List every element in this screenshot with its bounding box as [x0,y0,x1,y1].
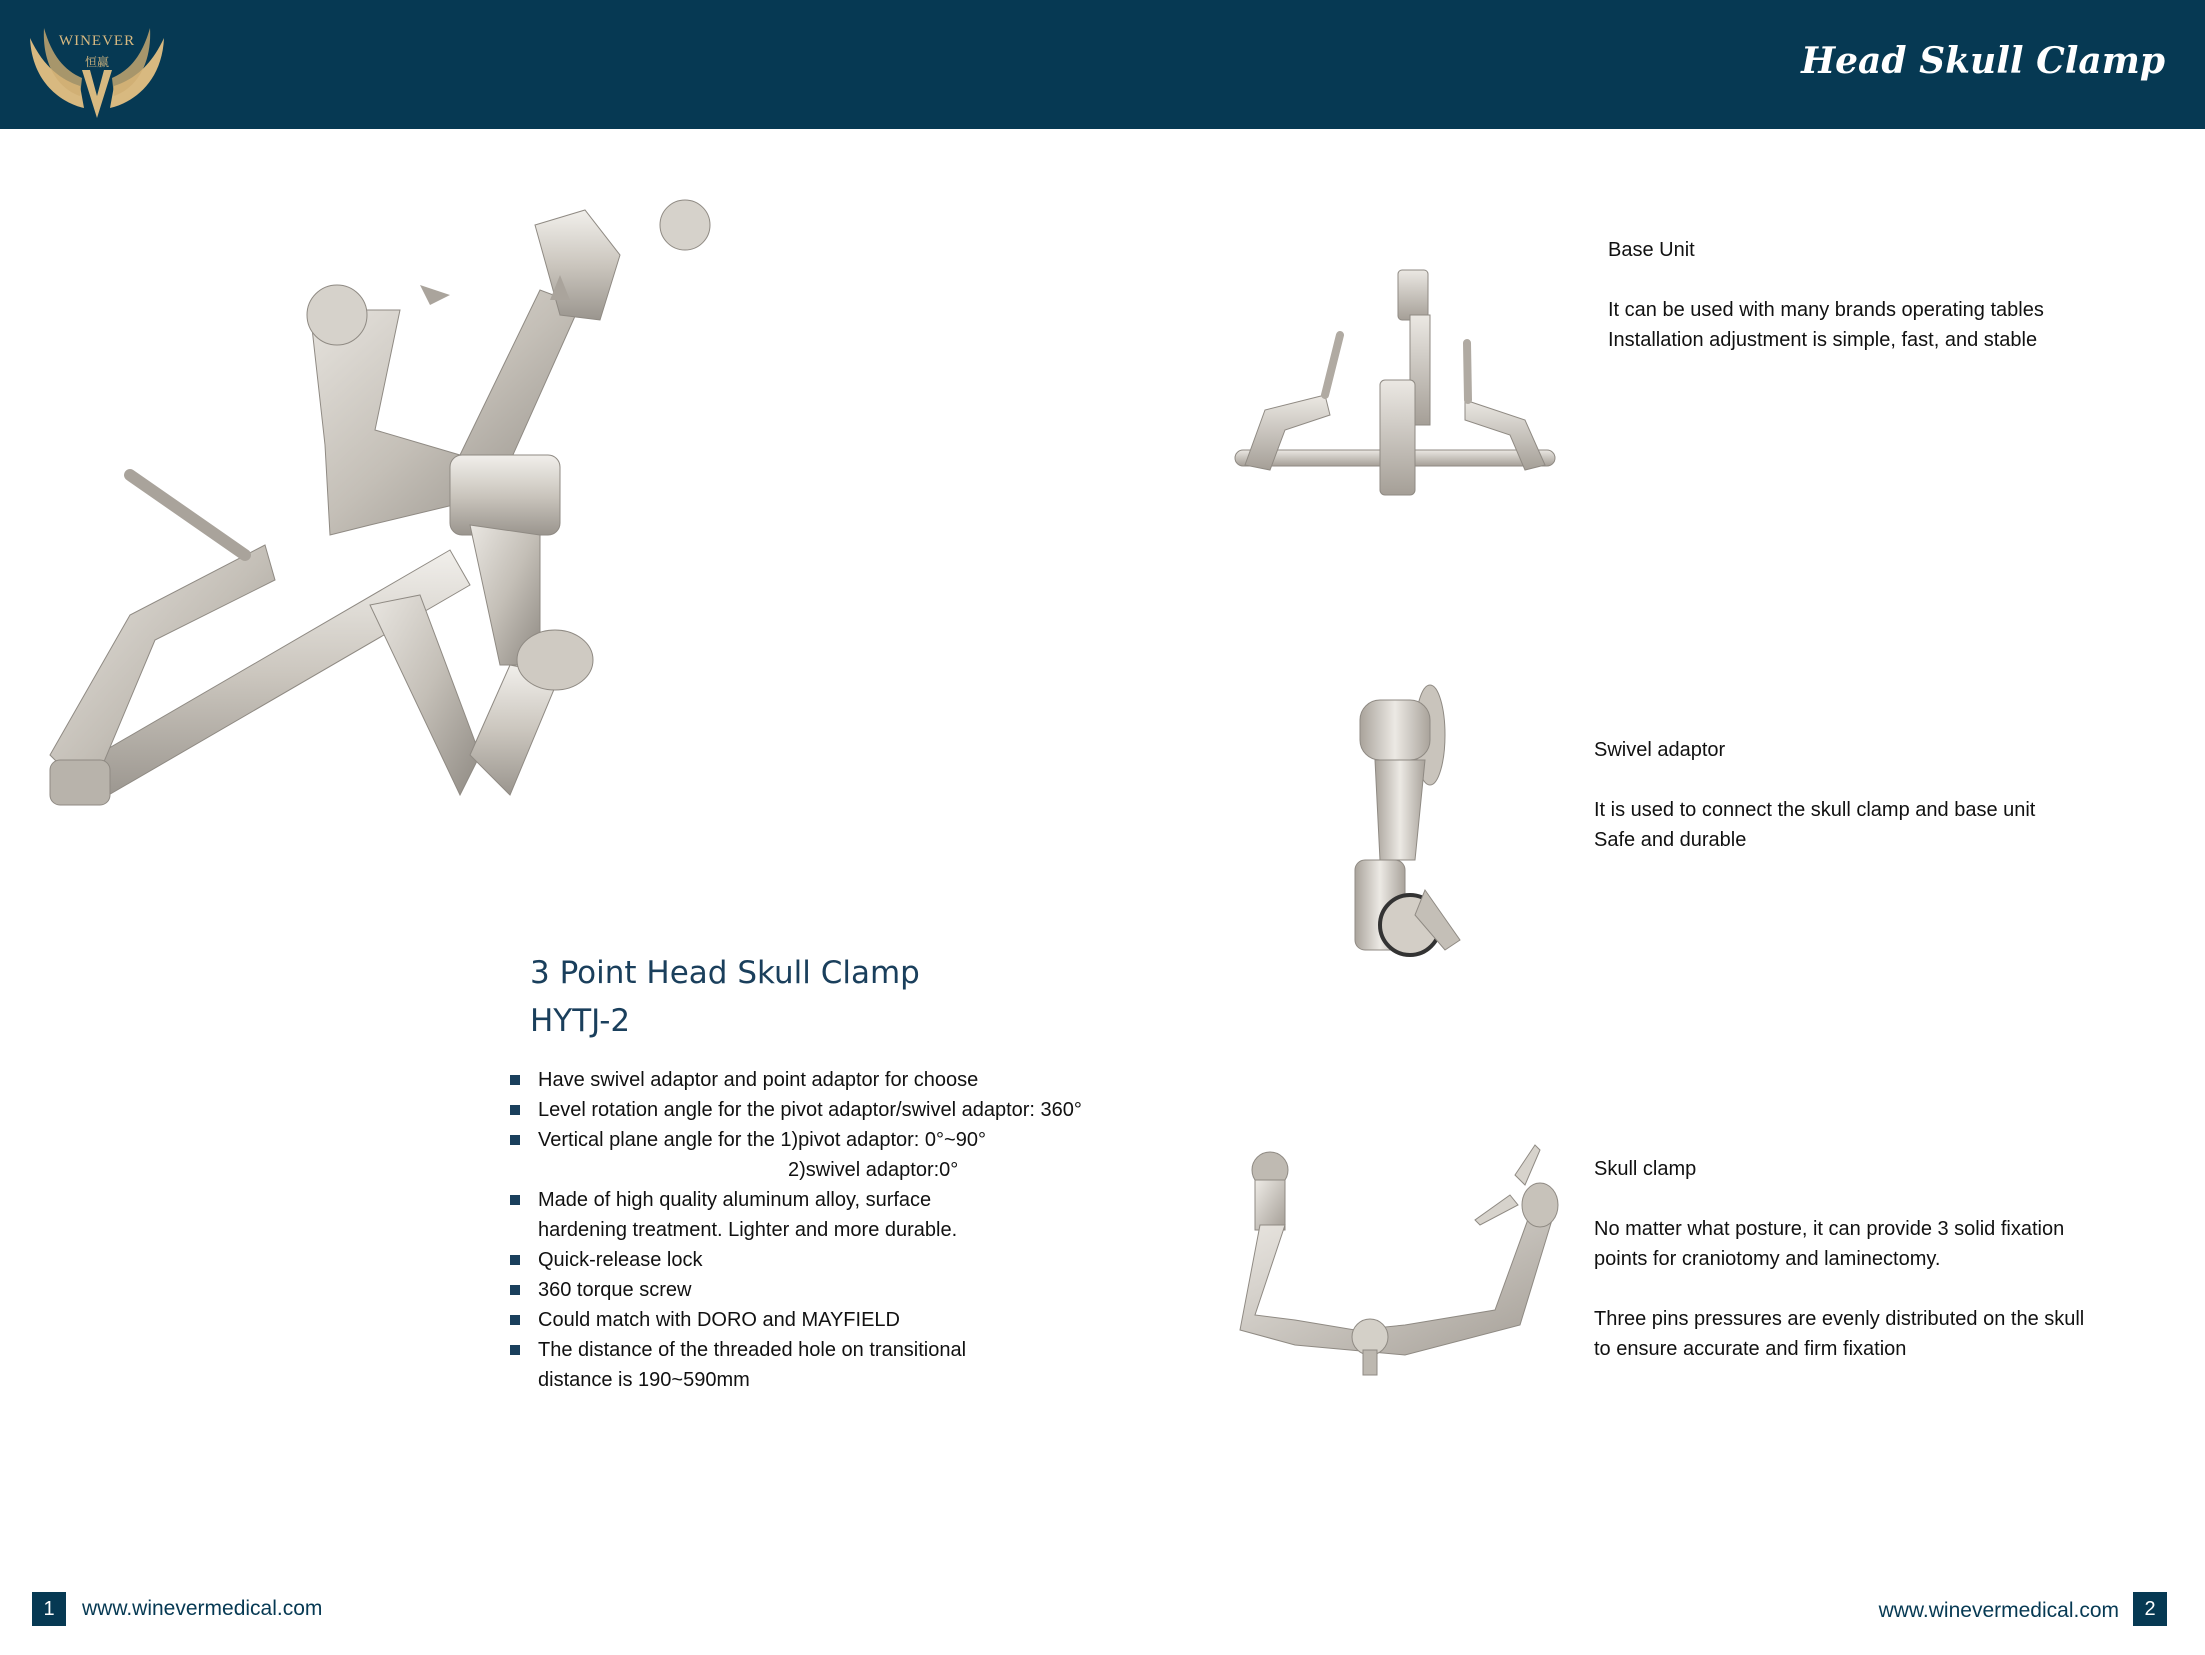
page-number-left: 1 [32,1592,66,1626]
base-unit-image [1225,255,1570,505]
list-item: The distance of the threaded hole on transitional distance is 190~590mm [510,1335,1130,1395]
list-item: 360 torque screw [510,1275,1130,1305]
swivel-adaptor-description: Swivel adaptor It is used to connect the skull clamp and base unit Safe and durable [1594,735,2035,855]
list-item: Made of high quality aluminum alloy, surface hardening treatment. Lighter and more durable. [510,1185,1130,1245]
square-bullet-icon [510,1195,520,1205]
square-bullet-icon [510,1075,520,1085]
page-number-right: 2 [2133,1592,2167,1626]
swivel-adaptor-image [1335,680,1485,975]
product-model: HYTJ-2 [530,1003,631,1039]
skull-clamp-image [1235,1140,1565,1380]
website-link-right[interactable]: www.winevermedical.com [1878,1599,2119,1622]
square-bullet-icon [510,1285,520,1295]
base-unit-description: Base Unit It can be used with many brands operating tables Installation adjustment is simple, fast, and stable [1608,235,2044,355]
square-bullet-icon [510,1255,520,1265]
head-skull-clamp-image [40,195,720,855]
product-title: 3 Point Head Skull Clamp [530,955,920,991]
square-bullet-icon [510,1315,520,1325]
list-item: Could match with DORO and MAYFIELD [510,1305,1130,1335]
logo-text: WINEVER [58,33,136,49]
logo-subtext: 恒赢 [84,55,109,69]
feature-list [510,1065,1130,1395]
winever-logo [22,8,172,123]
list-item: Have swivel adaptor and point adaptor for choose [510,1065,1130,1095]
base-unit-title: Base Unit [1608,239,1695,261]
swivel-adaptor-title: Swivel adaptor [1594,739,1726,761]
list-item: Level rotation angle for the pivot adaptor/swivel adaptor: 360° [510,1095,1130,1125]
header-bar [0,0,2205,129]
skull-clamp-description: Skull clamp No matter what posture, it can provide 3 solid fixation points for craniotomy and laminectomy. Three pins pressures are evenly distributed on the skull to ensure accurate and firm fixation [1594,1154,2084,1364]
square-bullet-icon [510,1345,520,1355]
list-item: Vertical plane angle for the 1)pivot adaptor: 0°~90° 2)swivel adaptor:0° [510,1125,1130,1185]
skull-clamp-title: Skull clamp [1594,1158,1697,1180]
square-bullet-icon [510,1105,520,1115]
list-item: Quick-release lock [510,1245,1130,1275]
page-title: Head Skull Clamp [1801,40,2165,82]
website-link-left[interactable]: www.winevermedical.com [82,1597,323,1620]
square-bullet-icon [510,1135,520,1145]
